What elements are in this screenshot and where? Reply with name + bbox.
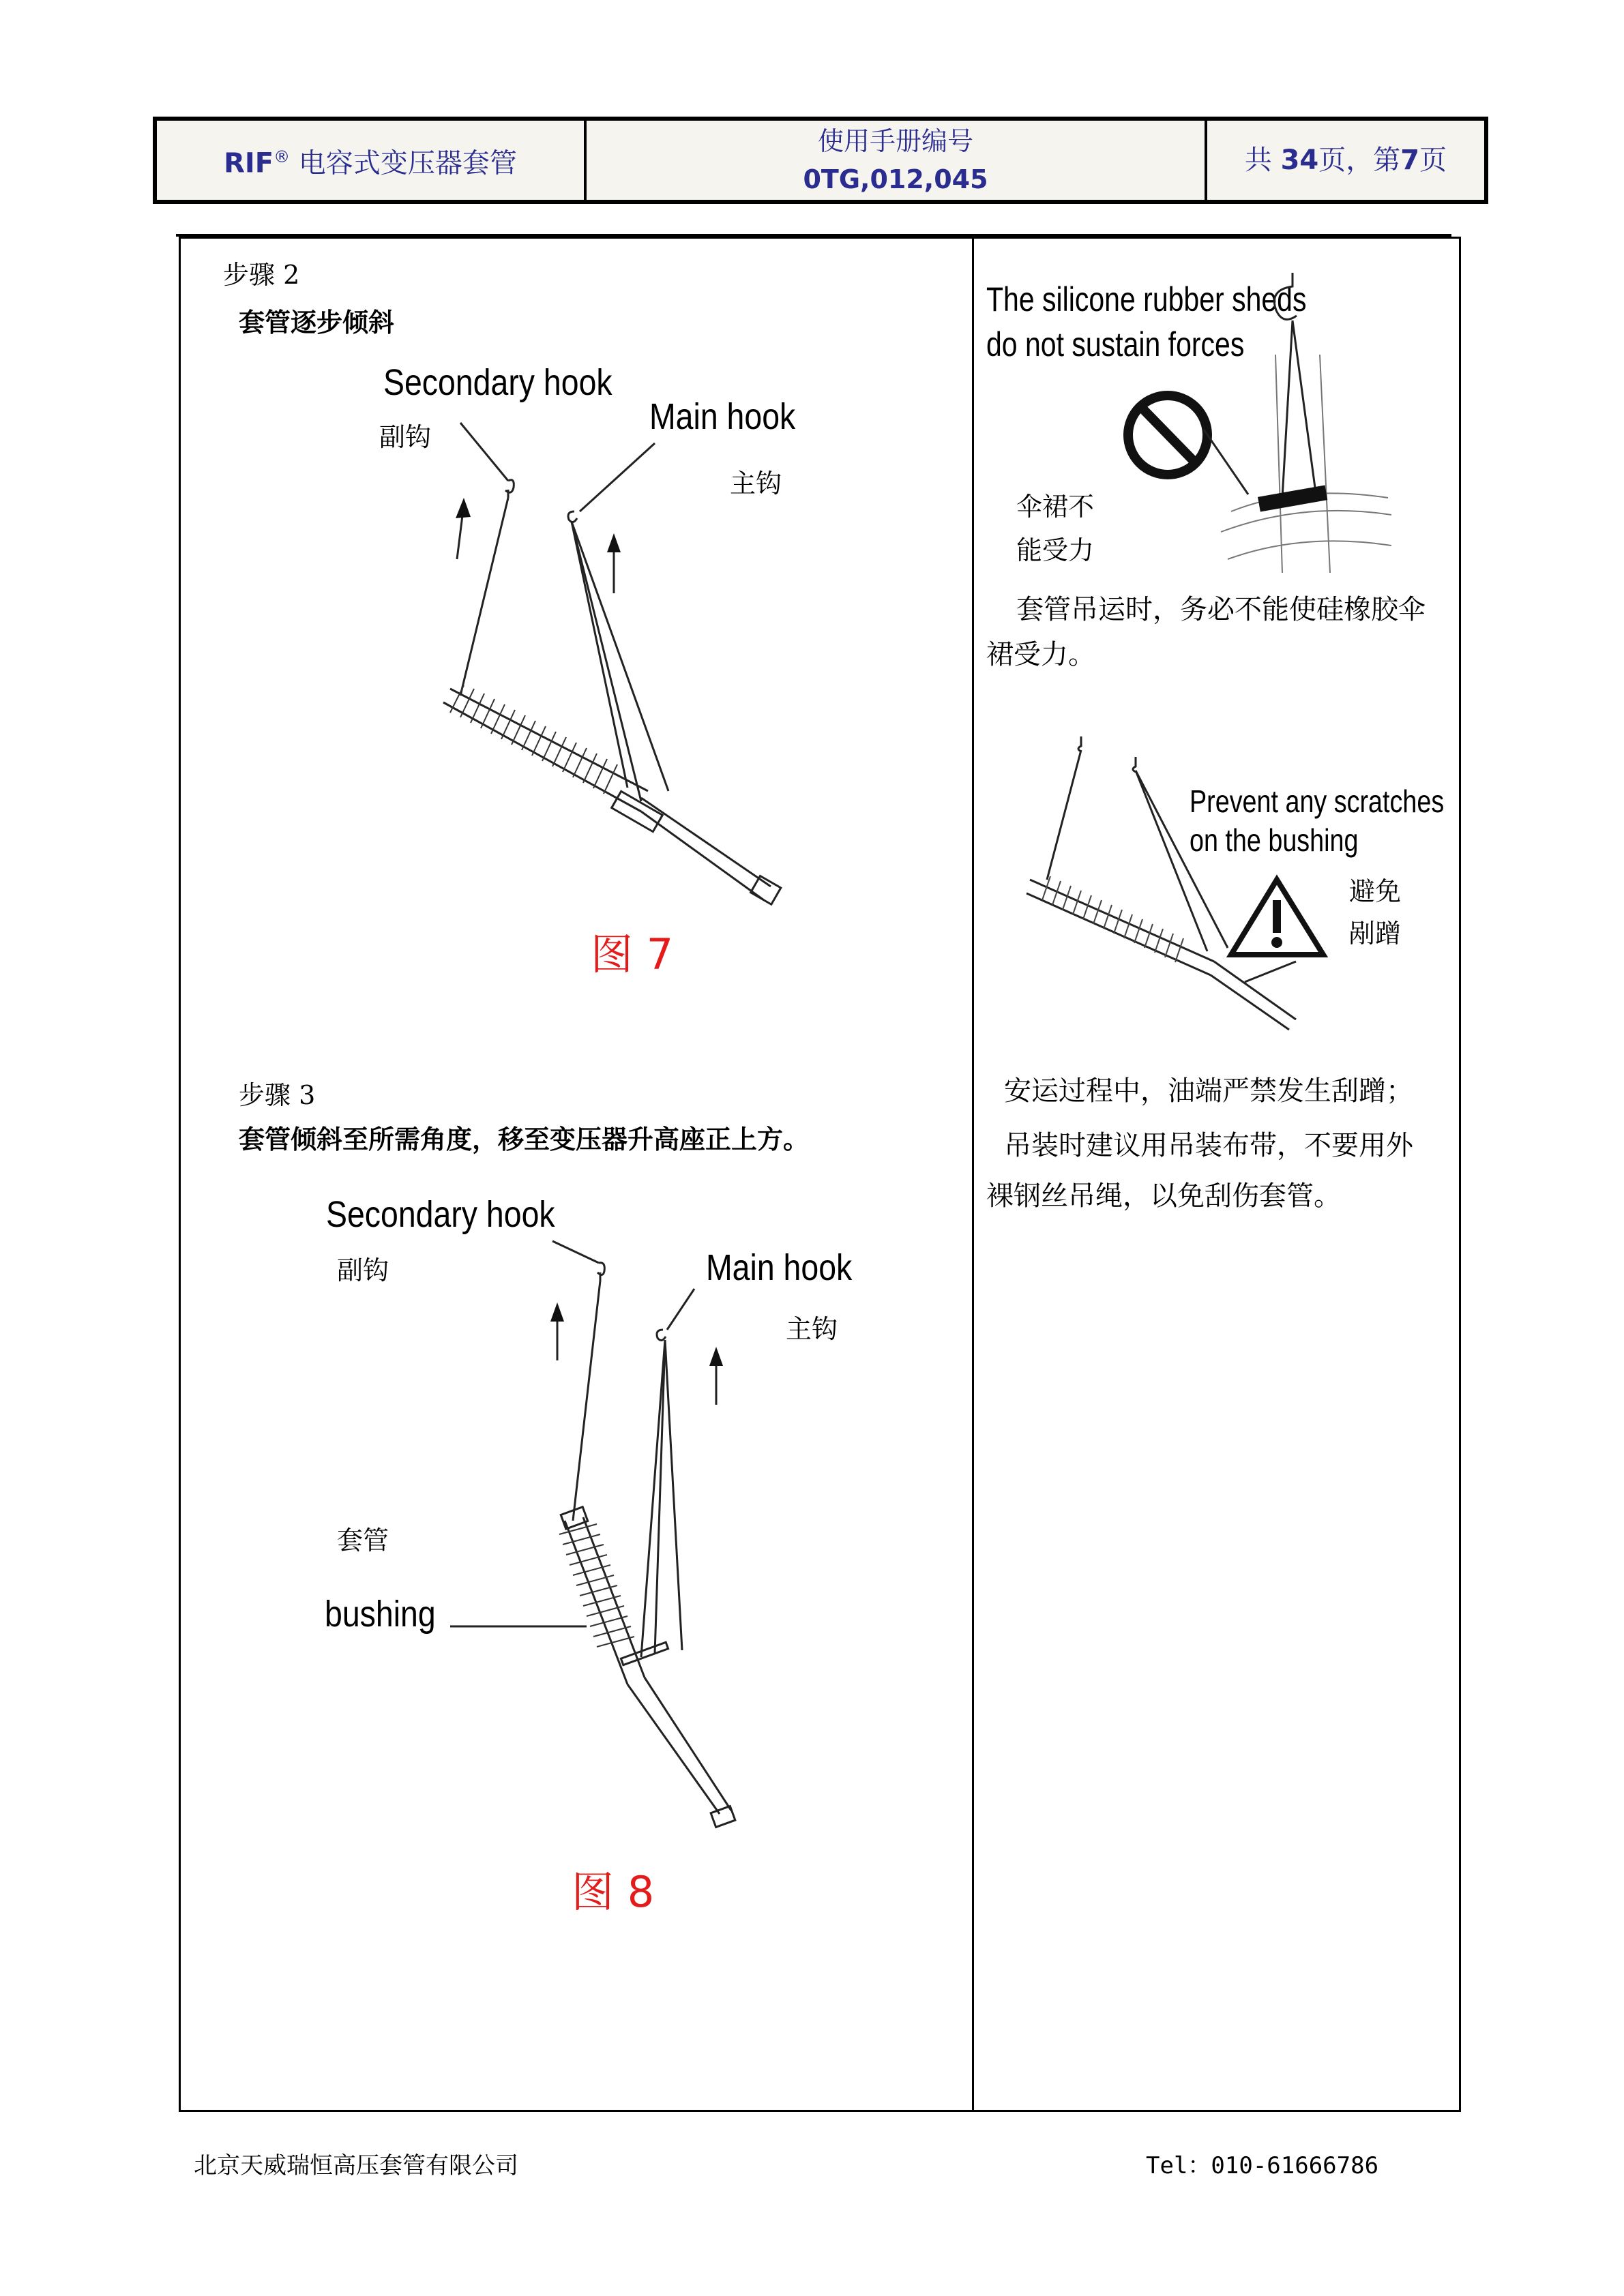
fig8-main-hook-label: Main hook (706, 1247, 853, 1288)
sheds-note-line2: 裙受力。 (986, 639, 1095, 670)
manual-number: 0TG,012,045 (803, 164, 988, 194)
fig7-secondary-hook-label: Secondary hook (383, 362, 612, 403)
scratch-label-cn2: 剐蹭 (1349, 919, 1402, 949)
footer-company: 北京天威瑞恒高压套管有限公司 (194, 2152, 518, 2179)
fig8-bushing-label: bushing (325, 1594, 436, 1635)
manual-label: 使用手册编号 (817, 126, 973, 156)
column-divider (972, 237, 974, 2112)
footer-tel: Tel：010-61666786 (1146, 2152, 1379, 2179)
step3-desc: 套管倾斜至所需角度，移至变压器升高座正上方。 (239, 1124, 810, 1154)
fig7-main-hook-cn: 主钩 (730, 468, 782, 498)
page-mid: 页，第 (1318, 145, 1401, 176)
sheds-label-cn1: 伞裙不 (1016, 492, 1095, 522)
scratch-note-line3: 裸钢丝吊绳，以免刮伤套管。 (986, 1180, 1341, 1212)
page-total: 34 (1280, 145, 1319, 176)
fig8-bushing-cn: 套管 (337, 1525, 389, 1555)
figure-8-caption: 图 8 (572, 1867, 655, 1917)
sheds-label-cn2: 能受力 (1016, 535, 1095, 565)
product-name: 电容式变压器套管 (298, 147, 517, 179)
figure-7-caption: 图 7 (591, 929, 674, 979)
scratch-warning-line2: on the bushing (1190, 822, 1359, 858)
sheds-warning-line1: The silicone rubber sheds (986, 280, 1307, 318)
scratch-label-cn1: 避免 (1349, 876, 1402, 906)
header-page-cell (1207, 121, 1484, 200)
scratch-illustration (1009, 730, 1350, 1037)
header-product-cell (157, 121, 587, 200)
scratch-note-line2: 吊装时建议用吊装布带，不要用外 (1004, 1130, 1413, 1161)
step2-title: 步骤 2 (223, 260, 300, 290)
page-current: 7 (1400, 145, 1420, 176)
document-header (153, 117, 1488, 204)
page-suffix: 页 (1419, 145, 1447, 176)
fig7-main-hook-label: Main hook (649, 396, 796, 437)
brand-name: RIF (224, 147, 274, 179)
warning-icon (1231, 880, 1323, 955)
step3-title: 步骤 3 (239, 1080, 316, 1110)
scratch-note-line1: 安运过程中，油端严禁发生刮蹭； (1004, 1075, 1413, 1107)
figure-7-diagram (423, 409, 805, 927)
figure-8-diagram (450, 1234, 805, 1848)
fig7-secondary-hook-cn: 副钩 (379, 422, 432, 452)
sheds-warning-line2: do not sustain forces (986, 325, 1245, 363)
sheds-note-line1: 套管吊运时，务必不能使硅橡胶伞 (1016, 594, 1426, 625)
sheds-illustration (1098, 252, 1446, 573)
registered-mark: ® (274, 147, 291, 167)
scratch-warning-line1: Prevent any scratches (1190, 784, 1445, 819)
header-manual-cell (587, 121, 1207, 200)
fig8-main-hook-cn: 主钩 (786, 1314, 838, 1344)
page-prefix: 共 (1244, 145, 1272, 176)
fig8-secondary-hook-label: Secondary hook (326, 1194, 555, 1235)
fig8-secondary-hook-cn: 副钩 (337, 1255, 389, 1285)
step2-desc: 套管逐步倾斜 (239, 307, 395, 338)
